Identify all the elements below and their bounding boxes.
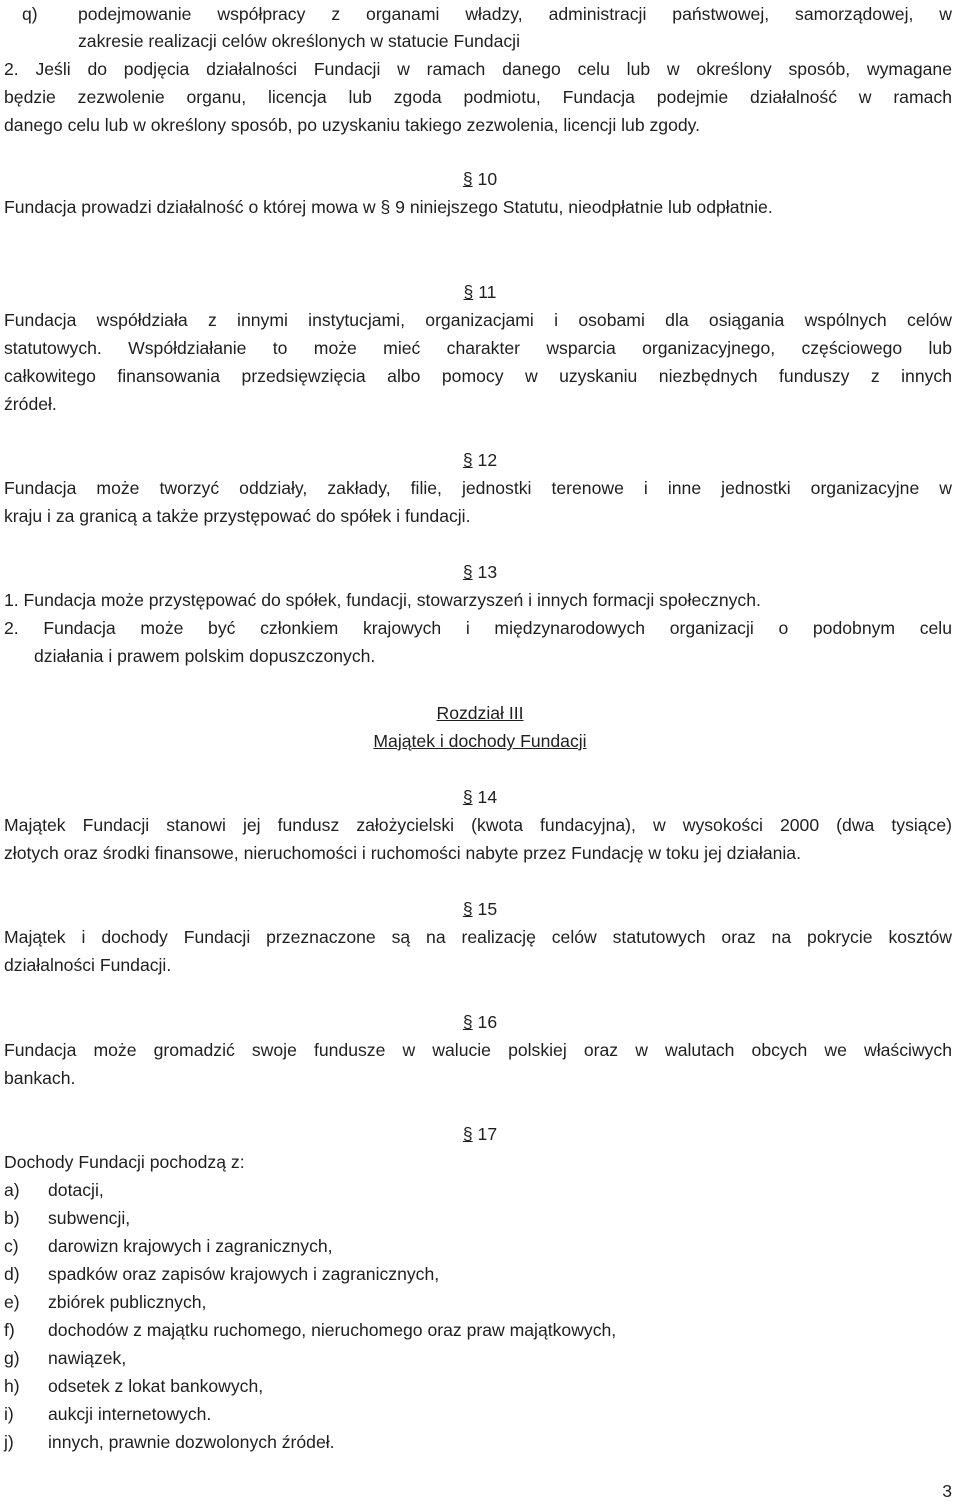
paragraph-line: Fundacja może tworzyć oddziały, zakłady, filie, jednostki terenowe i inne jednostki organizacyjne w — [4, 478, 952, 498]
paragraph-line: Fundacja może gromadzić swoje fundusze w walucie polskiej oraz w walutach obcych we właściwych — [4, 1040, 952, 1060]
list-item — [4, 1400, 952, 1428]
chapter-subtitle: Majątek i dochody Fundacji — [373, 731, 587, 751]
paragraph-line: działania i prawem polskim dopuszczonych. — [34, 646, 376, 666]
paragraph-line: 2. Fundacja może być członkiem krajowych i międzynarodowych organizacji o podobnym celu — [4, 618, 952, 638]
paragraph-line: źródeł. — [4, 394, 57, 414]
section-number: 12 — [477, 450, 498, 470]
paragraph-line: Dochody Fundacji pochodzą z: — [4, 1152, 245, 1172]
paragraph-line: statutowych. Współdziałanie to może mieć charakter wsparcia organizacyjnego, częściowego lub — [4, 338, 952, 358]
section-number: 13 — [477, 562, 498, 582]
paragraph-line: Fundacja współdziała z innymi instytucjami, organizacjami i osobami dla osiągania wspólnych celów — [4, 310, 952, 330]
list-item — [4, 1288, 952, 1316]
paragraph-line: działalności Fundacji. — [4, 955, 172, 975]
paragraph-line: całkowitego finansowania przedsięwzięcia albo pomocy w uzyskaniu niezbędnych funduszy z innych — [4, 366, 952, 386]
section-number: 11 — [478, 282, 497, 302]
paragraph-line: Majątek i dochody Fundacji przeznaczone są na realizację celów statutowych oraz na pokrycie kosztów — [4, 927, 952, 947]
paragraph-line: kraju i za granicą a także przystępować do spółek i fundacji. — [4, 506, 471, 526]
list-text: innych, prawnie dozwolonych źródeł. — [48, 1432, 335, 1452]
section-mark: § — [462, 1124, 473, 1144]
list-item — [4, 1204, 952, 1232]
paragraph-line: Majątek Fundacji stanowi jej fundusz założycielski (kwota fundacyjna), w wysokości 2000 (dwa tysiące) — [4, 815, 952, 835]
section-number: 10 — [477, 169, 498, 189]
list-label: b) — [4, 1208, 20, 1228]
list-item — [4, 1316, 952, 1344]
paragraph-line: bankach. — [4, 1068, 76, 1088]
section-mark: § — [463, 282, 474, 302]
section-heading-10 — [0, 165, 960, 193]
list-item — [4, 1372, 952, 1400]
section-mark: § — [462, 169, 473, 189]
section-mark: § — [462, 1012, 473, 1032]
section-mark: § — [462, 450, 473, 470]
section-heading-16 — [0, 1008, 960, 1036]
section-heading-17 — [0, 1120, 960, 1148]
list-text: nawiązek, — [48, 1348, 127, 1368]
list-text: spadków oraz zapisów krajowych i zagranicznych, — [48, 1264, 440, 1284]
section-heading-12 — [0, 446, 960, 474]
chapter-title: Rozdział III — [436, 703, 524, 723]
list-text: odsetek z lokat bankowych, — [48, 1376, 264, 1396]
paragraph-line: 2. Jeśli do podjęcia działalności Fundacji w ramach danego celu lub w określony sposób, wymagane — [4, 59, 952, 79]
section-heading-14 — [0, 783, 960, 811]
list-text: zbiórek publicznych, — [48, 1292, 207, 1312]
list-label: d) — [4, 1264, 20, 1284]
section-mark: § — [462, 899, 473, 919]
list-text: dochodów z majątku ruchomego, nieruchomego oraz praw majątkowych, — [48, 1320, 617, 1340]
list-label: h) — [4, 1376, 20, 1396]
list-item — [4, 1260, 952, 1288]
list-item — [4, 1344, 952, 1372]
list-label: e) — [4, 1292, 20, 1312]
list-text: dotacji, — [48, 1180, 104, 1200]
section-number: 14 — [477, 787, 498, 807]
list-label: a) — [4, 1180, 20, 1200]
list-label: i) — [4, 1404, 14, 1424]
paragraph-line: danego celu lub w określony sposób, po uzyskaniu takiego zezwolenia, licencji lub zgody. — [4, 115, 701, 135]
list-label: g) — [4, 1348, 20, 1368]
list-item — [4, 1428, 952, 1456]
list-label: f) — [4, 1320, 15, 1340]
section-heading-15 — [0, 895, 960, 923]
list-text: subwencji, — [48, 1208, 131, 1228]
list-text: darowizn krajowych i zagranicznych, — [48, 1236, 333, 1256]
list-item — [4, 1176, 952, 1204]
paragraph-line: będzie zezwolenie organu, licencja lub zgoda podmiotu, Fundacja podejmie działalność w ramach — [4, 87, 952, 107]
paragraph-line: 1. Fundacja może przystępować do spółek, fundacji, stowarzyszeń i innych formacji społecznych. — [4, 590, 761, 610]
list-item — [4, 1232, 952, 1260]
section-heading-11 — [0, 278, 960, 306]
paragraph-line: Fundacja prowadzi działalność o której mowa w § 9 niniejszego Statutu, nieodpłatnie lub odpłatnie. — [4, 197, 773, 217]
list-text: aukcji internetowych. — [48, 1404, 212, 1424]
list-label: c) — [4, 1236, 19, 1256]
list-label: j) — [4, 1432, 14, 1452]
paragraph-line: złotych oraz środki finansowe, nieruchomości i ruchomości nabyte przez Fundację w toku jej działania. — [4, 843, 801, 863]
section-mark: § — [462, 562, 473, 582]
section-mark: § — [462, 787, 473, 807]
section-number: 17 — [477, 1124, 498, 1144]
section-number: 15 — [477, 899, 498, 919]
section-number: 16 — [477, 1012, 498, 1032]
list-item-q-line1: podejmowanie współpracy z organami władzy, administracji państwowej, samorządowej, w — [78, 4, 952, 24]
list-label-q: q) — [22, 4, 38, 24]
list-item-q-line2: zakresie realizacji celów określonych w statucie Fundacji — [78, 31, 520, 51]
page-number: 3 — [942, 1481, 952, 1501]
section-heading-13 — [0, 558, 960, 586]
